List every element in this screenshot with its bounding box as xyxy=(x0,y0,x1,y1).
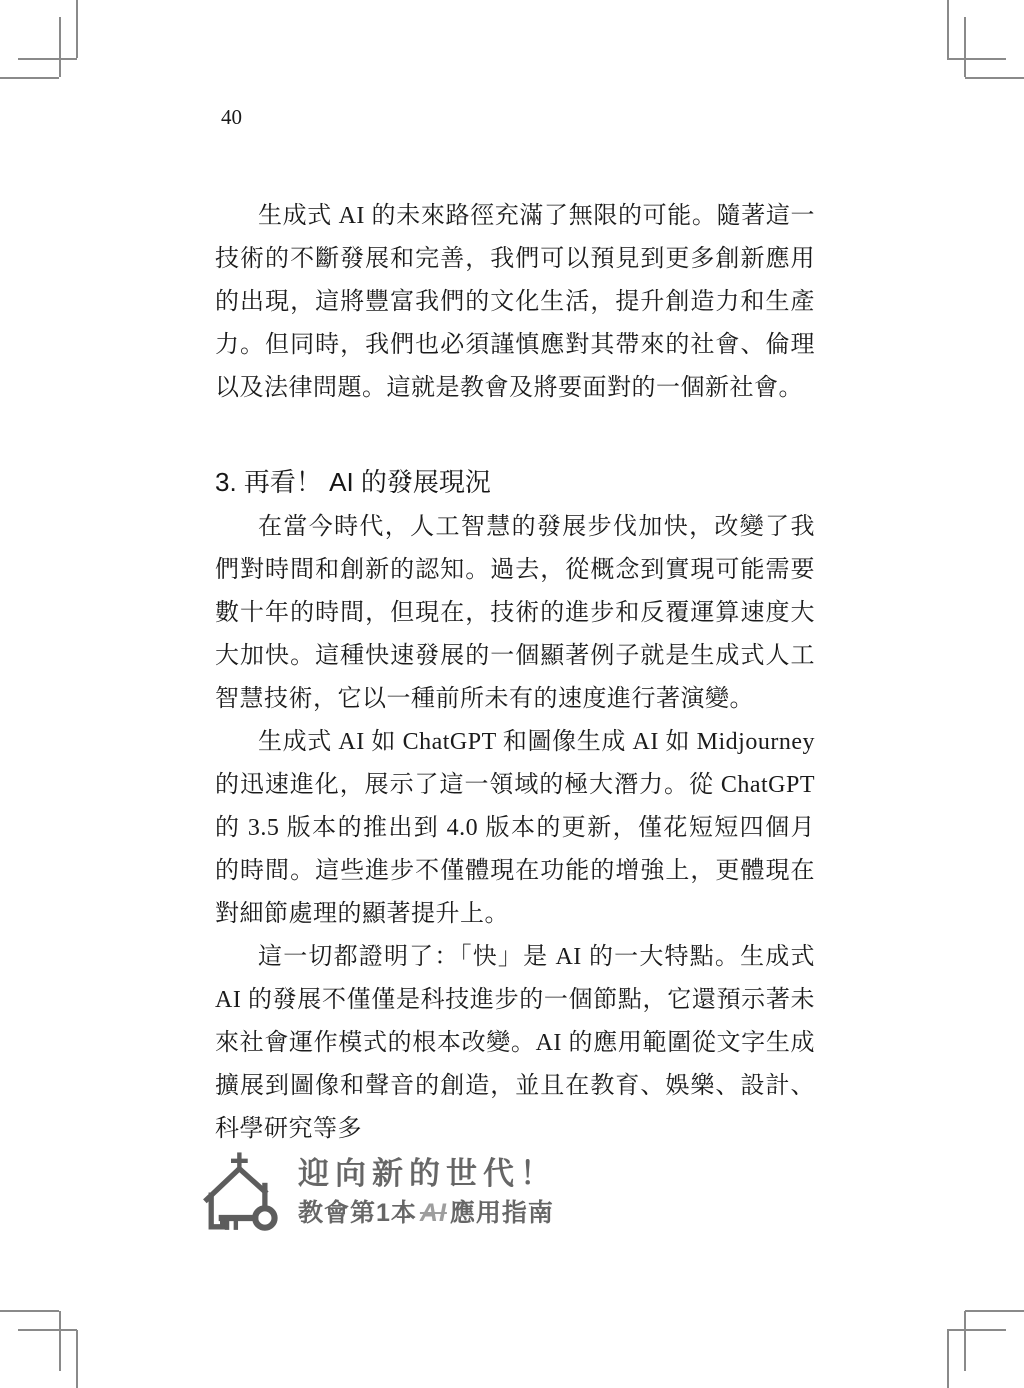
crop-mark xyxy=(76,1330,78,1388)
crop-mark xyxy=(18,58,77,60)
footer-logo-subtitle-prefix: 教會第1本 xyxy=(298,1199,417,1227)
crop-mark xyxy=(0,77,59,79)
crop-mark xyxy=(59,1311,61,1371)
body-paragraph: 在當今時代，人工智慧的發展步伐加快，改變了我們對時間和創新的認知。過去，從概念到實現可能需要數十年的時間，但現在，技術的進步和反覆運算速度大大加快。這種快速發展的一個顯著例子就是生成式人工智慧技術，它以一種前所未有的速度進行著演變。 xyxy=(215,514,815,712)
crop-mark xyxy=(965,1310,1024,1312)
church-key-icon xyxy=(198,1152,286,1240)
section-heading: 3. 再看！ AI 的發展現況 xyxy=(215,467,491,497)
page-content xyxy=(215,195,815,1151)
footer-logo xyxy=(198,1150,557,1240)
body-paragraph: 生成式 AI 如 ChatGPT 和圖像生成 AI 如 Midjourney 的迅速進化，展示了這一領域的極大潛力。從 ChatGPT 的 3.5 版本的推出到 4.0 版本的更新，僅花短短四個月的時間。這些進步不僅體現在功能的增強上，更體現在對細節處理的顯著提升上。 xyxy=(215,729,815,927)
crop-mark xyxy=(947,1330,949,1388)
body-paragraph: 這一切都證明了：「快」是 AI 的一大特點。生成式 AI 的發展不僅僅是科技進步的一個節點，它還預示著未來社會運作模式的根本改變。AI 的應用範圍從文字生成擴展到圖像和聲音的創造，並且在教育、娛樂、設計、科學研究等多 xyxy=(215,944,815,1142)
body-paragraph: 生成式 AI 的未來路徑充滿了無限的可能。隨著這一技術的不斷發展和完善，我們可以預見到更多創新應用的出現，這將豐富我們的文化生活，提升創造力和生產力。但同時，我們也必須謹慎應對其帶來的社會、倫理以及法律問題。這就是教會及將要面對的一個新社會。 xyxy=(215,203,815,401)
crop-mark xyxy=(76,0,78,58)
footer-logo-subtitle-suffix: 應用指南 xyxy=(449,1199,554,1227)
footer-logo-text xyxy=(298,1150,557,1228)
page-number: 40 xyxy=(221,105,242,129)
crop-mark xyxy=(59,17,61,77)
footer-logo-title: 迎向新的世代！ xyxy=(298,1156,557,1191)
crop-mark xyxy=(964,17,966,77)
footer-logo-subtitle xyxy=(298,1198,557,1228)
crop-mark xyxy=(18,1329,77,1331)
crop-mark xyxy=(947,0,949,58)
crop-mark xyxy=(947,58,1006,60)
ai-logo-mark: AI xyxy=(419,1199,447,1227)
crop-mark xyxy=(0,1310,59,1312)
crop-mark xyxy=(965,77,1024,79)
crop-mark xyxy=(964,1311,966,1371)
crop-mark xyxy=(947,1329,1006,1331)
